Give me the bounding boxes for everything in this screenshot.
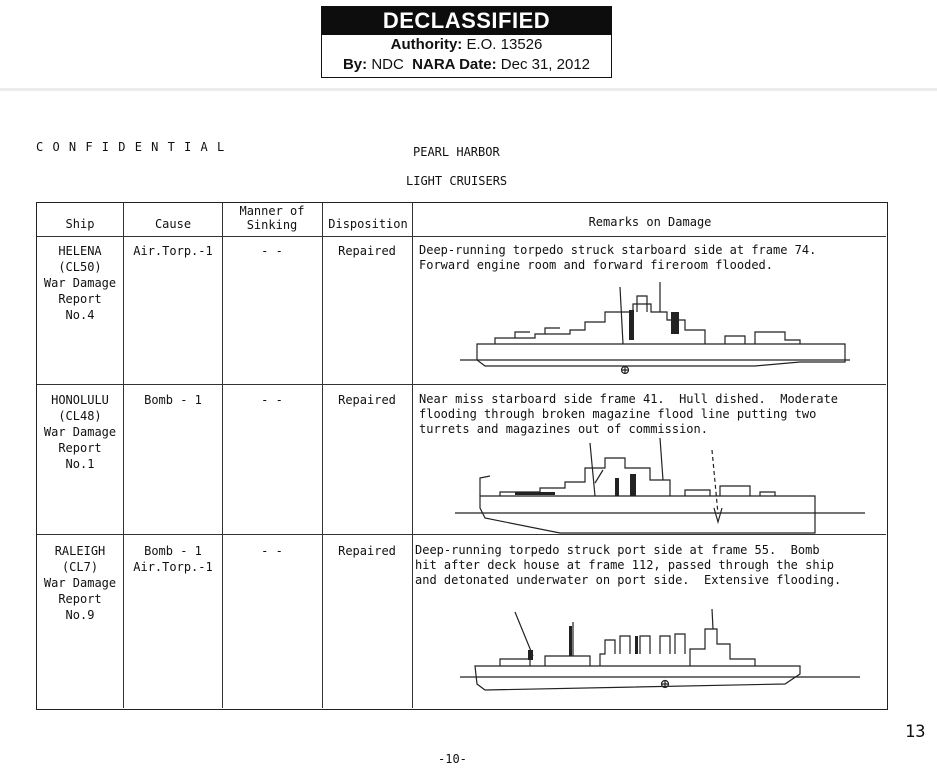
- col-header-ship: Ship: [65, 217, 95, 231]
- page-subtitle: LIGHT CRUISERS: [406, 174, 508, 188]
- col-header-remarks: Remarks on Damage: [588, 215, 712, 229]
- row1-manner: - -: [261, 244, 283, 258]
- scan-edge: [0, 88, 937, 91]
- stamp-by-value: NDC: [371, 56, 404, 73]
- row3-ship: RALEIGH (CL7) War Damage Report No.9: [43, 544, 117, 622]
- stamp-title: DECLASSIFIED: [322, 7, 611, 35]
- row2-ship: HONOLULU (CL48) War Damage Report No.1: [43, 393, 117, 471]
- page-number-label: -10-: [438, 752, 467, 766]
- row2-remarks: Near miss starboard side frame 41. Hull dished. Moderate flooding through broken magazine flood line putting two turrets and magazines out of commission.: [419, 392, 839, 436]
- page-title: PEARL HARBOR: [413, 145, 500, 159]
- row3-manner: - -: [261, 544, 283, 558]
- row1-ship: HELENA (CL50) War Damage Report No.4: [43, 244, 117, 322]
- row3-disposition: Repaired: [338, 544, 396, 558]
- row1-remarks: Deep-running torpedo struck starboard side at frame 74. Forward engine room and forward fireroom flooded.: [419, 243, 817, 272]
- declassified-stamp: [321, 6, 612, 78]
- honolulu-ship-profile: [455, 438, 875, 538]
- col-header-cause: Cause: [154, 217, 192, 231]
- stamp-by-label: By:: [342, 56, 368, 73]
- stamp-date-value: Dec 31, 2012: [500, 56, 591, 73]
- helena-ship-profile: [455, 282, 875, 377]
- stamp-authority-value: E.O. 13526: [466, 36, 543, 53]
- raleigh-ship-profile: [455, 604, 875, 694]
- row3-cause: Bomb - 1 Air.Torp.-1: [133, 544, 213, 574]
- row2-cause: Bomb - 1: [144, 393, 202, 407]
- row1-disposition: Repaired: [338, 244, 396, 258]
- row2-disposition: Repaired: [338, 393, 396, 407]
- row2-manner: - -: [261, 393, 283, 407]
- row1-cause: Air.Torp.-1: [133, 244, 213, 258]
- col-header-manner: Manner of Sinking: [239, 204, 305, 232]
- stamp-authority-label: Authority:: [390, 36, 463, 53]
- sheet-number: 13: [905, 722, 926, 742]
- classification-label: C O N F I D E N T I A L: [36, 140, 226, 154]
- stamp-by-date: [322, 55, 611, 75]
- stamp-date-label: NARA Date:: [412, 56, 497, 73]
- row3-remarks: Deep-running torpedo struck port side at frame 55. Bomb hit after deck house at frame 112, passed through the ship and detonated underwater on port side. Extensive flooding.: [415, 543, 842, 587]
- col-header-disposition: Disposition: [328, 217, 408, 231]
- stamp-authority: [322, 35, 611, 55]
